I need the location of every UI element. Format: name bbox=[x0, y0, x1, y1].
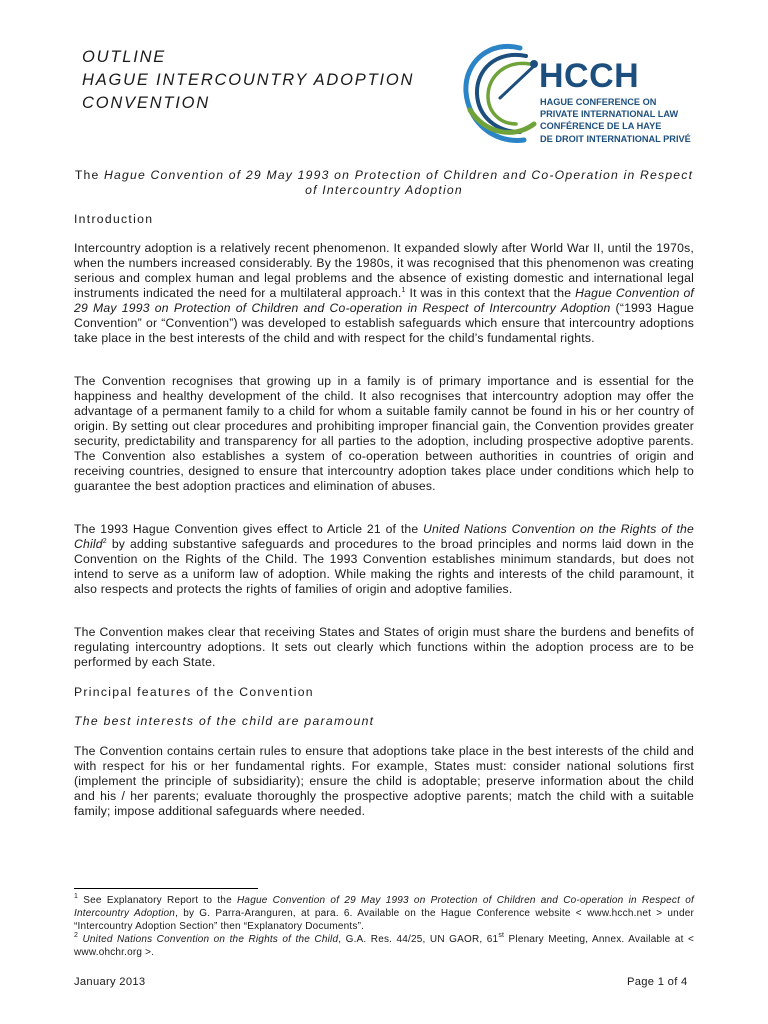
section-heading-features: Principal features of the Convention bbox=[74, 685, 314, 699]
paragraph-text: The 1993 Hague Convention gives effect to Article 21 of the bbox=[74, 522, 424, 536]
hcch-globe-icon bbox=[460, 40, 540, 150]
hcch-subtitle bbox=[540, 96, 691, 145]
footnote-1 bbox=[74, 894, 694, 933]
document-title bbox=[82, 46, 462, 115]
title-line: OUTLINE bbox=[82, 48, 167, 66]
footer-date: January 2013 bbox=[74, 976, 146, 988]
hcch-subtitle-line: DE DROIT INTERNATIONAL PRIVÉ bbox=[540, 133, 691, 144]
title-line: HAGUE INTERCOUNTRY ADOPTION bbox=[82, 71, 415, 89]
footnote-text: Plenary Meeting, Annex. Available at < www.ohchr.org >. bbox=[74, 934, 694, 958]
convention-name: Hague Convention of 29 May 1993 on Protection of Children and Co-operation in Respect of Intercountry Adoption bbox=[74, 286, 695, 315]
paragraph-intro-1 bbox=[74, 241, 694, 346]
footnote-ref-2[interactable]: 2 bbox=[102, 538, 107, 545]
hcch-logo bbox=[460, 40, 700, 152]
subheading-best-interests: The best interests of the child are paramount bbox=[74, 714, 375, 728]
paragraph-text: Intercountry adoption is a relatively recent phenomenon. It expanded slowly after World War II, until the 1970s, when the numbers increased considerably. By the 1980s, it was recognised that this phenomenon was creating serious and complex human and legal problems and the absence of existing domestic and international legal instruments indicated the need for a multilateral approach. bbox=[74, 241, 694, 300]
paragraph-text: It was in this context that the bbox=[405, 286, 576, 300]
footnote-2 bbox=[74, 933, 694, 959]
footnote-mark: 2 bbox=[74, 932, 79, 939]
footnote-italic: United Nations Convention on the Rights of the Child bbox=[82, 934, 339, 945]
convention-title-italic: Hague Convention of 29 May 1993 on Protection of Children and Co-Operation in Respect of Intercountry Adoption bbox=[104, 168, 694, 197]
footnote-superscript: st bbox=[498, 932, 505, 939]
footnotes bbox=[74, 894, 694, 959]
footnote-ref-1[interactable]: 1 bbox=[401, 287, 406, 294]
footnote-italic: Hague Convention of 29 May 1993 on Protection of Children and Co-operation in Respect of Intercountry Adoption bbox=[74, 895, 694, 919]
footnote-text: , by G. Parra-Aranguren, at para. 6. Available on the Hague Conference website < www.hcch.net > under “Intercountry Adoption Section” then “Explanatory Documents”. bbox=[74, 908, 694, 932]
footnote-mark: 1 bbox=[74, 893, 79, 900]
paragraph-text: by adding substantive safeguards and procedures to the broad principles and norms laid down in the Convention on the Rights of the Child. The 1993 Convention establishes minimum standards, but does not intend to serve as a uniform law of adoption. While making the rights and interests of the child paramount, it also respects and protects the rights of families of origin and adoptive families. bbox=[74, 537, 694, 596]
uncrc-name: United Nations Convention on the Rights of the Child bbox=[74, 522, 694, 551]
paragraph-intro-3 bbox=[74, 522, 694, 597]
section-heading-introduction: Introduction bbox=[74, 212, 154, 226]
footnote-text: , G.A. Res. 44/25, UN GAOR, 61 bbox=[338, 934, 499, 945]
paragraph-features-1: The Convention contains certain rules to ensure that adoptions take place in the best interests of the child and with respect for his or her fundamental rights. For example, States must: consider national solutions first (implement the principle of subsidiarity); ensure the child is adoptable; preserve information about the child and his / her parents; evaluate thoroughly the prospective adoptive parents; match the child with a suitable family; impose additional safeguards where needed. bbox=[74, 744, 694, 818]
convention-title-prefix: The bbox=[74, 168, 105, 182]
hcch-wordmark: HCCH bbox=[539, 57, 640, 95]
hcch-subtitle-line: PRIVATE INTERNATIONAL LAW bbox=[540, 109, 679, 120]
footnote-divider bbox=[74, 888, 258, 889]
paragraph-text: (“1993 Hague Convention” or “Convention”) was developed to establish safeguards which ensure that intercountry adoptions take place in the best interests of the child and with respect for the child’s fundamental rights. bbox=[74, 301, 694, 345]
convention-title bbox=[74, 168, 694, 198]
hcch-subtitle-line: CONFÉRENCE DE LA HAYE bbox=[540, 121, 662, 132]
paragraph-intro-2: The Convention recognises that growing up in a family is of primary importance and is essential for the happiness and healthy development of the child. It also recognises that intercountry adoption may offer the advantage of a permanent family to a child for whom a suitable family cannot be found in his or her country of origin. By setting out clear procedures and prohibiting improper financial gain, the Convention provides greater security, predictability and transparency for all parties to the adoption, including prospective adoptive parents. The Convention also establishes a system of co-operation between authorities in countries of origin and receiving countries, designed to ensure that intercountry adoption takes place under conditions which help to guarantee the best adoption practices and elimination of abuses. bbox=[74, 374, 694, 493]
paragraph-intro-4: The Convention makes clear that receiving States and States of origin must share the burdens and benefits of regulating intercountry adoptions. It sets out clearly which functions within the adoption process are to be performed by each State. bbox=[74, 625, 694, 669]
title-line: CONVENTION bbox=[82, 94, 211, 112]
hcch-subtitle-line: HAGUE CONFERENCE ON bbox=[540, 97, 657, 107]
footer-page-number: Page 1 of 4 bbox=[627, 976, 688, 988]
footnote-text: See Explanatory Report to the bbox=[78, 895, 238, 906]
